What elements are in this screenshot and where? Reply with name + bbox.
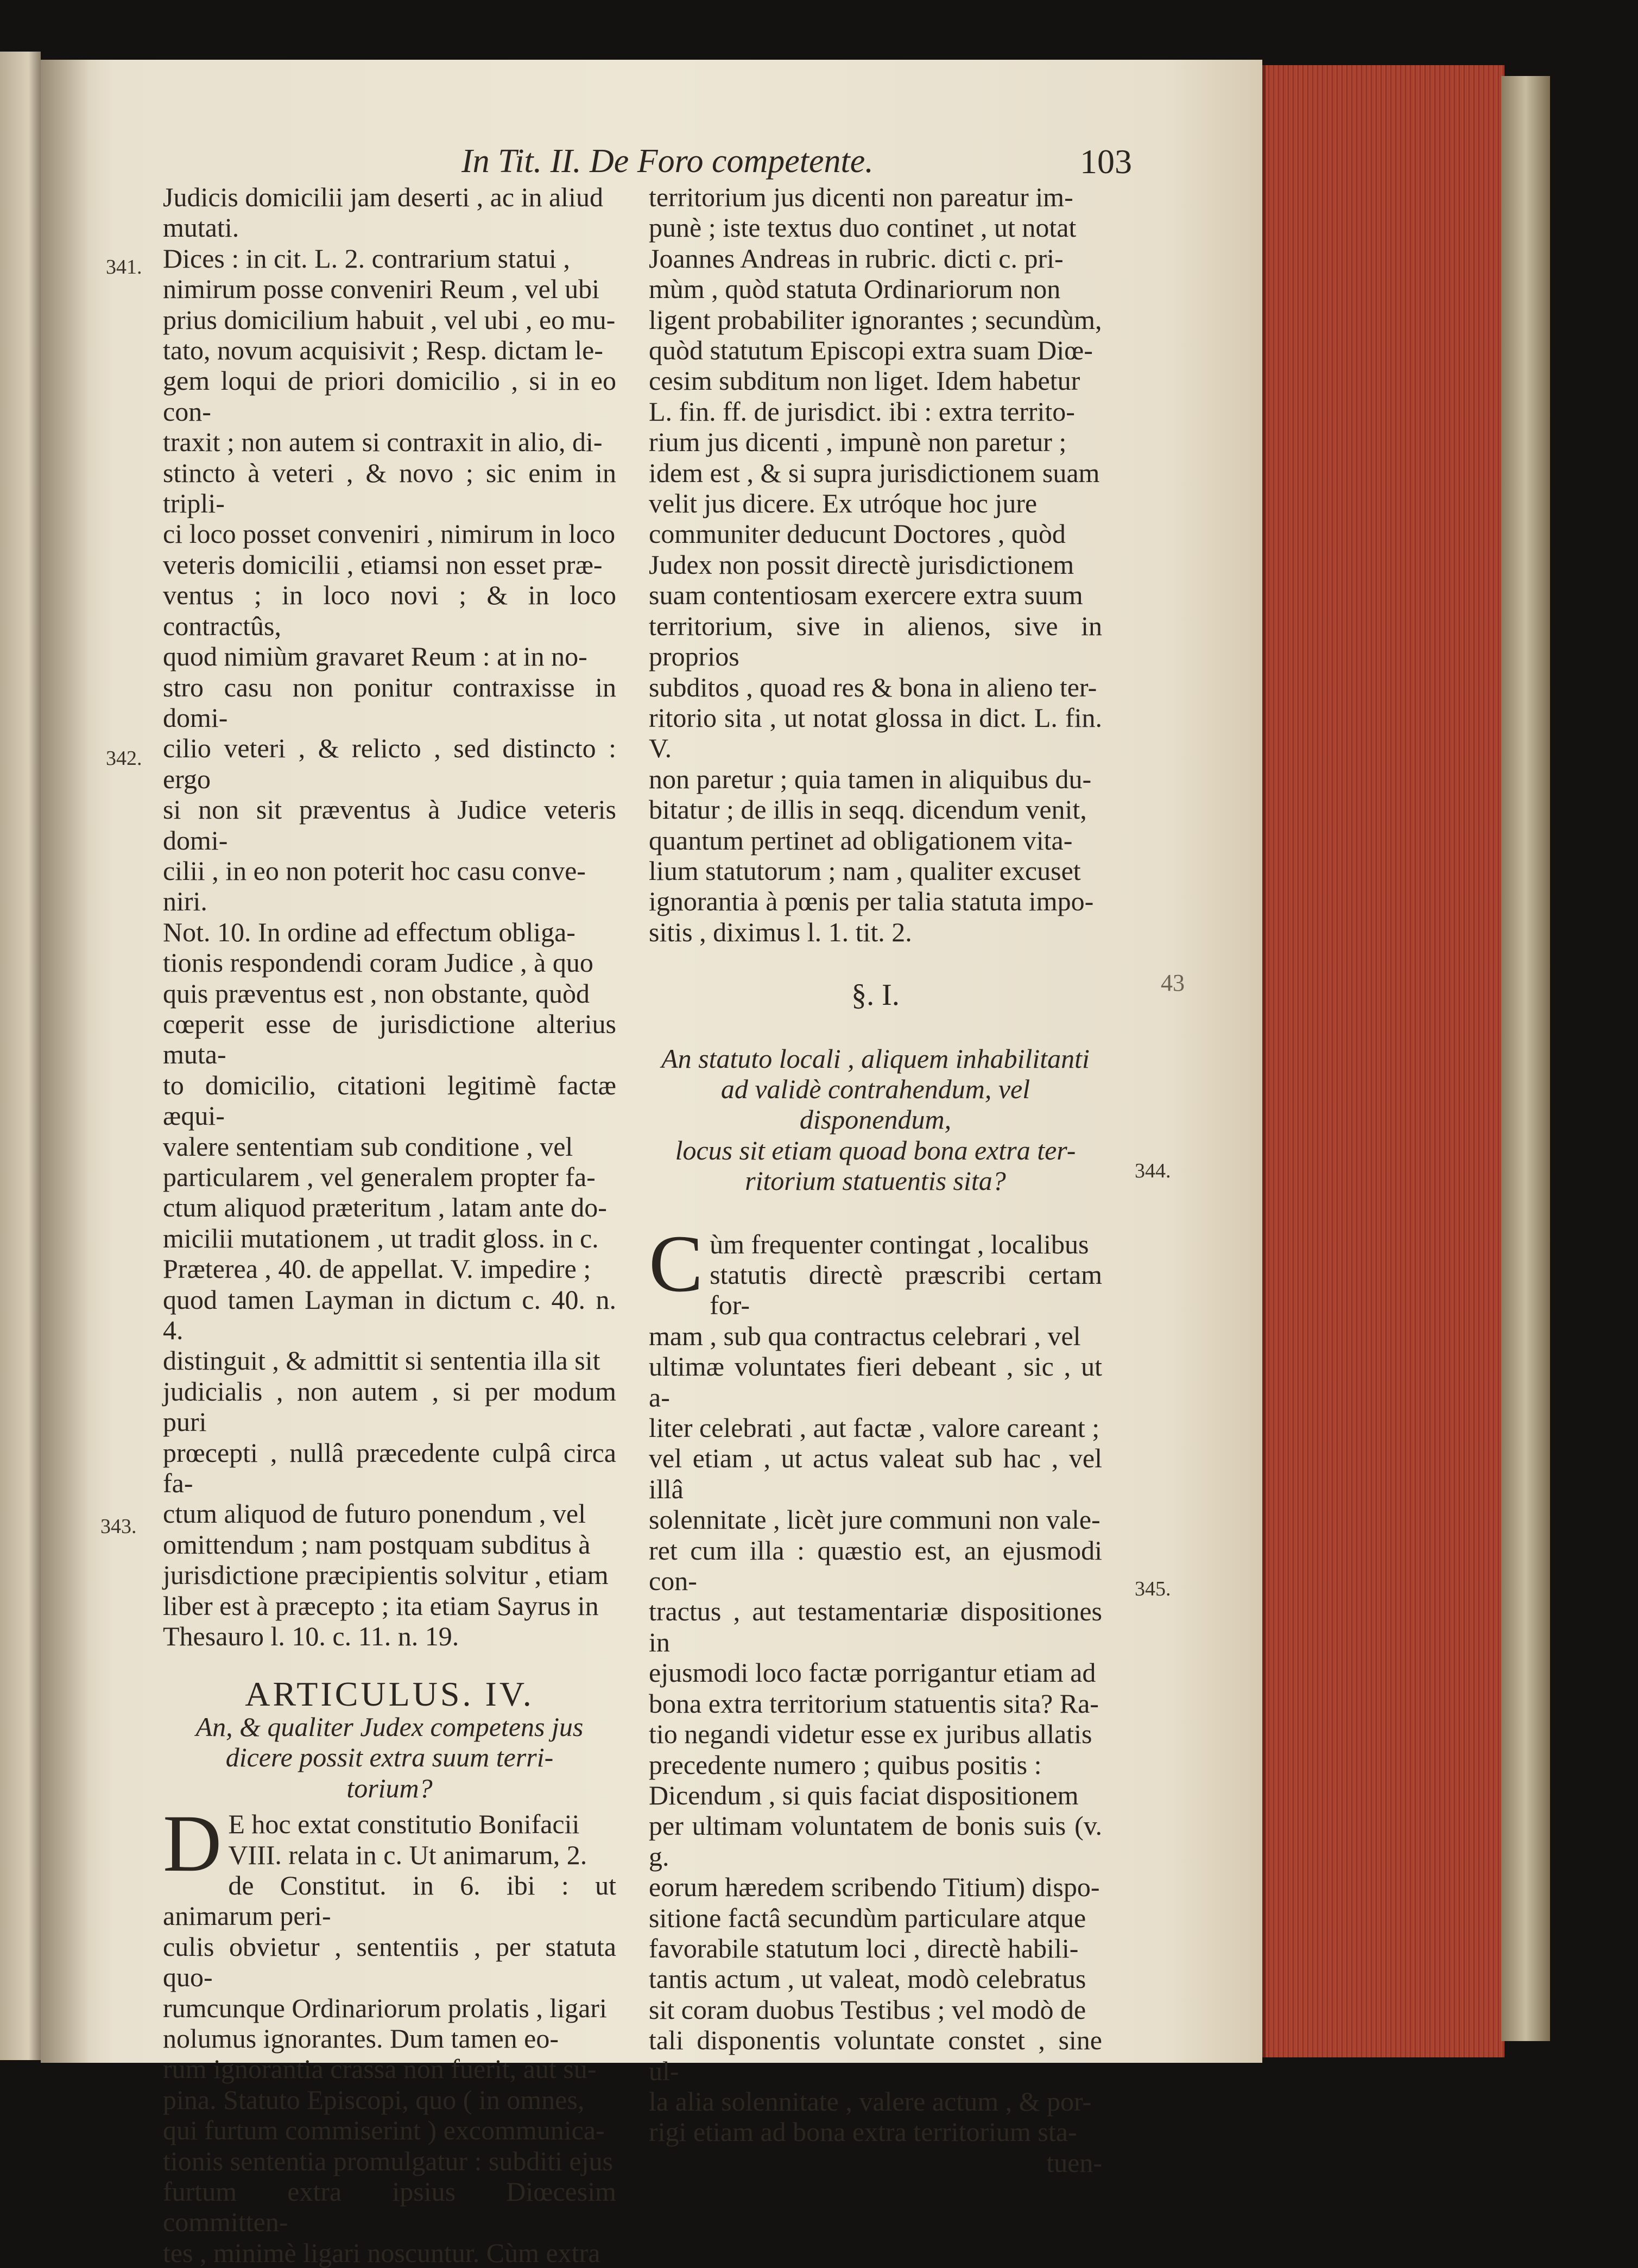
book-cover-edge (1501, 76, 1550, 2041)
gutter-shadow (41, 60, 90, 2063)
page-number: 103 (1080, 142, 1132, 181)
margin-number-343: 343. (100, 1515, 137, 1538)
paragraph-cum-frequenter (649, 1218, 1102, 1780)
right-column (649, 182, 1102, 2178)
side-mark: 43 (1161, 970, 1185, 996)
margin-number-342: 342. (106, 747, 142, 770)
drop-cap-d: D (163, 1798, 222, 1889)
paragraph-dicendum: Dicendum , si quis faciat dispositionem per ultimam voluntatem de bonis suis (v. g. eorum hæredem scribendo Titium) dispo- sitione factâ secundùm particulare atque favorabile statutum loci , directè habili- tantis actum , ut valeat, modò celebratus sit coram duobus Testibus ; vel modò de tali disponentis voluntate constet , sine ul- la alia solennitate , valere actum , & por- rigi etiam ad bona extra territorium sta- (649, 1779, 1102, 2147)
paragraph-continuation: Judicis domicilii jam deserti , ac in aliud mutati. (163, 182, 603, 243)
section-sign: §. I. (851, 978, 900, 1012)
paragraph-de-hoc (163, 1798, 616, 2268)
margin-number-341: 341. (106, 256, 142, 278)
page-block-edges (1262, 65, 1504, 2057)
paragraph-cum-frequenter-text: ùm frequenter contingat , localibus statutis directè præscribi certam for- mam , sub qua contractus celebrari , vel ultimæ voluntates fieri debeant , sic , ut a- liter celebrati , aut factæ , valore careant ; vel etiam , ut actus valeat sub hac , vel illâ solennitate , licèt jure communi non vale- ret cum illa : quæstio est, an ejusmodi con- tractus , aut testamentariæ dispositiones in ejusmodi loco factæ porrigantur etiam ad bona extra territorium statuentis sita? Ra- tio negandi videtur esse ex juribus allatis precedente numero ; quibus positis : (649, 1228, 1102, 1780)
running-title: In Tit. II. De Foro competente. (461, 143, 874, 180)
article-heading: An, & qualiter Judex competens jus dicere possit extra suum terri- torium? (195, 1711, 584, 1803)
left-column (163, 182, 616, 2268)
facing-page-edge (0, 52, 41, 2060)
article-title: ARTICULUS. IV. (245, 1674, 534, 1713)
paragraph-territorium: territorium jus dicenti non pareatur im- punè ; iste textus duo continet , ut notat Joannes Andreas in rubric. dicti c. pri- mùm , quòd statuta Ordinariorum non ligent probabiliter ignorantes ; secundùm, quòd statutum Episcopi extra suam Diœ- cesim subditum non liget. Idem habetur L. fin. ff. de jurisdict. ibi : extra territo- rium jus dicenti , impunè non paretur ; idem est , & si supra jurisdictionem suam velit jus dicere. Ex utróque hoc jure communiter deducunt Doctores , quòd Judex non possit directè jurisdictionem suam contentiosam exercere extra suum territorium, sive in alienos, sive in proprios subditos , quoad res & bona in alieno ter- ritorio sita , ut notat glossa in dict. L. fin. V. non paretur ; quia tamen in aliquibus du- bitatur ; de illis in seqq. dicendum venit, quantum pertinet ad obligationem vita- lium statutorum ; nam , qualiter excuset ignorantia à pœnis per talia statuta impo- sitis , diximus l. 1. tit. 2. (649, 182, 1102, 947)
paragraph-dices: Dices : in cit. L. 2. contrarium statui , nimirum posse conveniri Reum , vel ubi prius domicilium habuit , vel ubi , eo mu- tato, novum acquisivit ; Resp. dictam le- gem loqui de priori domicilio , si in eo con- traxit ; non autem si contraxit in alio, di- stincto à veteri , & novo ; sic enim in tripli- ci loco posset conveniri , nimirum in loco veteris domicilii , etiamsi non esset præ- ventus ; in loco novi ; & in loco contractûs, quod nimiùm gravaret Reum : at in no- stro casu non ponitur contraxisse in domi- cilio veteri , & relicto , sed distincto : ergo si non sit præventus à Judice veteris domi- cilii , in eo non poterit hoc casu conve- niri. (163, 243, 616, 917)
margin-number-344: 344. (1135, 1160, 1171, 1182)
drop-cap-c: C (649, 1218, 704, 1309)
paragraph-not-10: Not. 10. In ordine ad effectum obliga- tionis respondendi coram Judice , à quo quis præventus est , non obstante, quòd cœperit esse de jurisdictione alterius muta- to domicilio, citationi legitimè factæ æqui- valere sententiam sub conditione , vel particularem , vel generalem propter fa- ctum aliquod præteritum , latam ante do- micilii mutationem , ut tradit gloss. in c. Præterea , 40. de appellat. V. impedire ; quod tamen Layman in dictum c. 40. n. 4. distinguit , & admittit si sententia illa sit judicialis , non autem , si per modum puri prœcepti , nullâ præcedente culpâ circa fa- ctum aliquod de futuro ponendum , vel omittendum ; nam postquam subditus à jurisdictione præcipientis solvitur , etiam liber est à præcepto ; ita etiam Sayrus in Thesauro l. 10. c. 11. n. 19. (163, 916, 616, 1652)
section-heading: An statuto locali , aliquem inhabilitanti ad validè contrahendum, vel disponendum, locus sit etiam quoad bona extra ter- ritorium statuentis sita? (661, 1043, 1090, 1196)
margin-number-345: 345. (1135, 1578, 1171, 1600)
catchword: tuen- (1046, 2147, 1102, 2178)
paragraph-de-hoc-text: E hoc extat constitutio Bonifacii VIII. relata in c. Ut animarum, 2. de Constitut. in 6. ibi : ut animarum peri- culis obvietur , sententiis , per statuta quo- rumcunque Ordinariorum prolatis , ligari nolumus ignorantes. Dum tamen eo- rum ignorantia crassa non fuerit, aut su- pina. Statuto Episcopi, quo ( in omnes, qui furtum commiserint ) excommunica- tionis sententia promulgatur : subditi ejus furtum extra ipsius Diœcesim committen- tes , minimè ligari noscuntur. Cùm extra (163, 1809, 616, 2268)
running-header (461, 138, 1132, 185)
